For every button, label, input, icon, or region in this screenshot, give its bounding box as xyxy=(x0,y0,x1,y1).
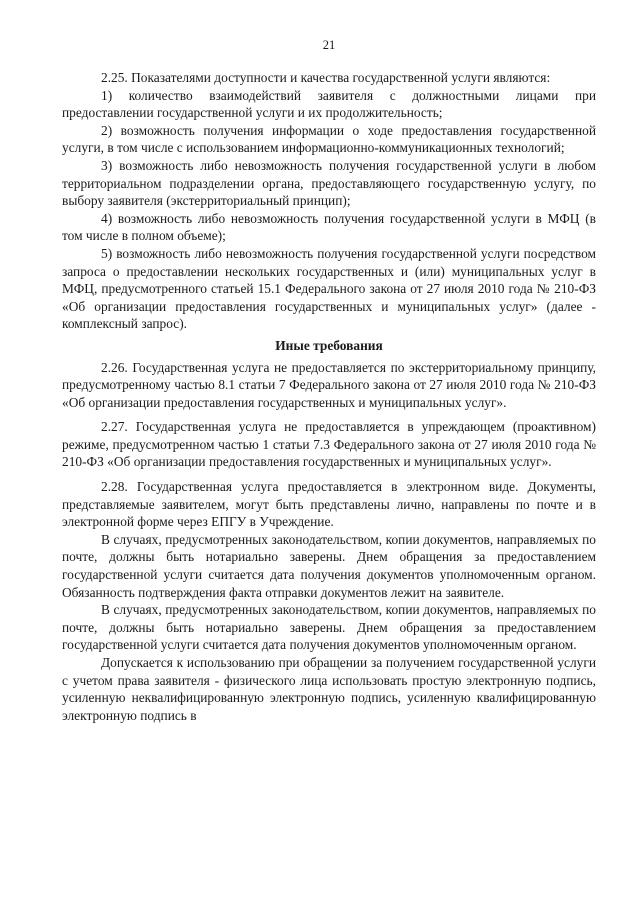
paragraph-2-28: 2.28. Государственная услуга предоставляется в электронном виде. Документы, представляемые заявителем, могут быть представлены лично, направлены по почте и в электронной форме через ЕПГУ в Учреждение. xyxy=(62,479,596,530)
paragraph-2-25: 2.25. Показателями доступности и качества государственной услуги являются: xyxy=(101,70,551,85)
list-item-1: 1) количество взаимодействий заявителя с должностными лицами при предоставлении государственной услуги и их продолжительность; xyxy=(62,87,596,121)
page-number: 21 xyxy=(322,38,336,52)
list-item-2: 2) возможность получения информации о ходе предоставления государственной услуги, в том числе с использованием информационно-коммуникационных технологий; xyxy=(62,122,596,156)
paragraph-2-27: 2.27. Государственная услуга не предоставляется в упреждающем (проактивном) режиме, предусмотренном частью 1 статьи 7.3 Федерального закона от 27 июля 2010 года № 210-ФЗ «Об организации предоставления государственных и муниципальных услуг». xyxy=(62,419,596,470)
document-body xyxy=(62,69,596,724)
list-item-4: 4) возможность либо невозможность получения государственной услуги в МФЦ (в том числе в полном объеме); xyxy=(62,210,596,244)
paragraph-copies: В случаях, предусмотренных законодательством, копии документов, направляемых по почте, должны быть нотариально заверены. Днем обращения за предоставлением государственной услуги считается дата получения документов уполномоченным органом. xyxy=(62,602,596,653)
list-item-3: 3) возможность либо невозможность получения государственной услуги в любом территориальном подразделении органа, предоставляющего государственную услугу, по выбору заявителя (экстерриториальный принцип); xyxy=(62,157,596,209)
paragraph-copies-with-obligation: В случаях, предусмотренных законодательством, копии документов, направляемых по почте, должны быть нотариально заверены. Днем обращения за предоставлением государственной услуги считается дата получения документов уполномоченным органом. Обязанность подтверждения факта отправки документов лежит на заявителе. xyxy=(62,531,596,600)
paragraph-2-26: 2.26. Государственная услуга не предоставляется по экстерриториальному принципу, предусмотренному частью 8.1 статьи 7 Федерального закона от 27 июля 2010 года № 210-ФЗ «Об организации предоставления государственных и муниципальных услуг». xyxy=(62,359,596,410)
section-heading: Иные требования xyxy=(275,337,383,353)
paragraph-electronic-signature: Допускается к использованию при обращении за получением государственной услуги с учетом права заявителя - физического лица использовать простую электронную подпись, усиленную неквалифицированную электронную подпись, усиленную квалифицированную электронную подпись в xyxy=(62,655,596,723)
list-item-5: 5) возможность либо невозможность получения государственной услуги посредством запроса о предоставлении нескольких государственных и (или) муниципальных услуг в МФЦ, предусмотренного статьей 15.1 Федерального закона от 27 июля 2010 года № 210-ФЗ «Об организации предоставления государственных и муниципальных услуг» (далее - комплексный запрос). xyxy=(62,245,596,332)
